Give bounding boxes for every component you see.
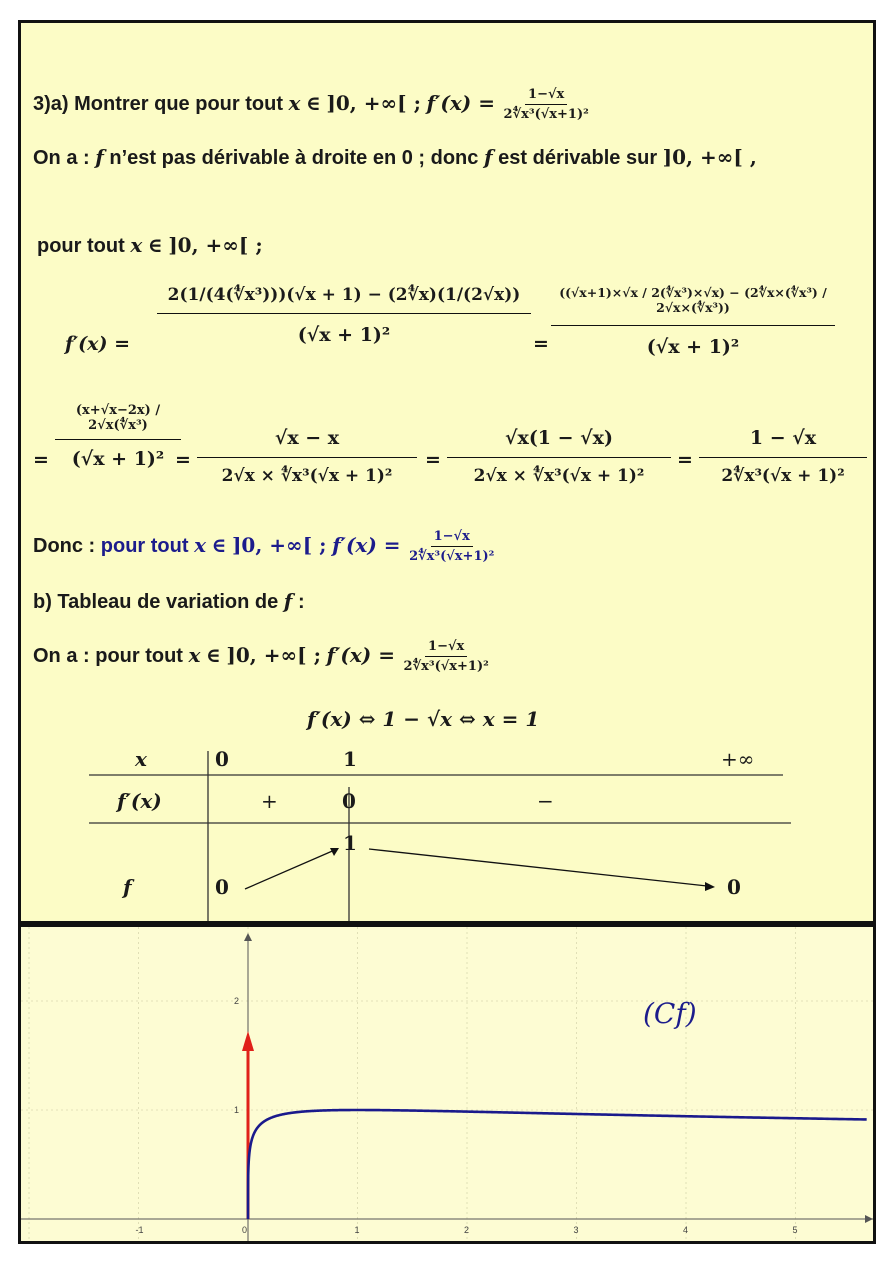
donc-in: ∈	[211, 532, 227, 557]
function-plot	[21, 927, 873, 1241]
calc-r4-num: 1 − √x	[749, 427, 817, 449]
q3b-colon: :	[297, 591, 305, 613]
calc-lhs: f′(x) =	[65, 333, 131, 355]
q3a-var: x	[288, 90, 301, 115]
line2-interval: ]0, +∞[ ,	[662, 145, 757, 169]
table-sign-plus: +	[261, 789, 278, 813]
curve-label: (Cf)	[643, 997, 697, 1030]
vertical-tangent-arrow-head	[242, 1031, 254, 1051]
calc-r2-den: 2√x × ∜x³(√x + 1)²	[197, 457, 417, 486]
line4-in: ∈	[206, 642, 221, 667]
table-x-0: 0	[215, 747, 229, 771]
donc-frac-num: 1−√x	[431, 529, 473, 547]
donc-label: Donc :	[33, 534, 96, 557]
line4-fprime: f′(x) =	[326, 642, 395, 667]
calc-frac1-num: 2(1/(4(∜x³)))(√x + 1) − (2∜x)(1/(2√x))	[167, 285, 521, 305]
calc-r1-num: (x+√x−2x) / 2√x(∜x³)	[75, 403, 161, 433]
calc-r1-den: (√x + 1)²	[55, 439, 181, 470]
calc-r4-den: 2∜x³(√x + 1)²	[699, 457, 867, 486]
q3b-fn: f	[283, 589, 293, 613]
equivalence: f′(x) ⇔ 1 − √x ⇔ x = 1	[307, 707, 540, 731]
donc-fprime: f′(x) =	[332, 532, 401, 557]
table-sign-zero: 0	[342, 789, 356, 813]
calc-eq3: =	[175, 449, 191, 471]
x-tick-label: 2	[464, 1225, 470, 1235]
table-f-1: 1	[343, 831, 357, 855]
donc-frac-den: 2∜x³(√x+1)²	[409, 549, 495, 564]
q3a-fprime: f′(x) =	[426, 90, 495, 115]
arrow-down-line	[369, 849, 707, 886]
x-tick-label: 0	[242, 1225, 248, 1235]
curve-cf	[248, 1110, 867, 1219]
x-tick-label: 5	[792, 1225, 798, 1235]
table-f-end: 0	[727, 875, 741, 899]
q3a-frac-den: 2∜x³(√x+1)²	[503, 107, 589, 122]
table-fprime-label: f′(x)	[117, 789, 162, 813]
calc-eq1: =	[533, 333, 549, 355]
calc-frac2-num: ((√x+1)×√x / 2(∜x³)×√x) − (2∜x×(∜x³) / 2√x×(∜x³))	[559, 285, 827, 315]
line3-in: ∈	[147, 233, 163, 257]
table-x-1: 1	[343, 747, 357, 771]
x-tick-label: 1	[354, 1225, 360, 1235]
q3a-interval: ]0, +∞[ ;	[326, 90, 421, 115]
y-axis-arrow	[244, 933, 252, 941]
q3a-label: 3)a) Montrer que pour tout	[33, 92, 283, 115]
calc-r3-num: √x(1 − √x)	[505, 427, 613, 449]
calc-frac1-den: (√x + 1)²	[157, 313, 531, 346]
donc-text: pour tout	[100, 534, 189, 557]
q3a-in: ∈	[306, 90, 321, 115]
table-x-inf: +∞	[721, 747, 755, 771]
y-tick-label: 1	[234, 1105, 240, 1115]
line4-interval: ]0, +∞[ ;	[226, 642, 321, 667]
table-f-label: f	[123, 875, 132, 899]
line3-var: x	[130, 233, 143, 257]
line2-f2: f	[483, 145, 493, 169]
q3b-label: b) Tableau de variation de	[33, 591, 279, 613]
calc-eq5: =	[677, 449, 693, 471]
x-ticks	[136, 1225, 798, 1235]
x-tick-label: 4	[683, 1225, 689, 1235]
table-x-label: x	[135, 747, 147, 771]
q3a-frac-num: 1−√x	[525, 87, 567, 105]
table-sign-minus: −	[537, 789, 554, 813]
graph-panel	[18, 924, 876, 1244]
line4-frac-den: 2∜x³(√x+1)²	[403, 659, 489, 674]
x-tick-label: 3	[573, 1225, 579, 1235]
line2-on-a: On a :	[33, 147, 90, 169]
line3-interval: ]0, +∞[ ;	[168, 233, 263, 257]
line2-text4: est dérivable sur	[498, 147, 658, 169]
line4-var: x	[188, 642, 201, 667]
table-f-0: 0	[215, 875, 229, 899]
calc-r2-num: √x − x	[274, 427, 340, 449]
calc-eq4: =	[425, 449, 441, 471]
arrow-down-head	[705, 882, 715, 891]
calc-frac2-den: (√x + 1)²	[551, 325, 835, 358]
donc-var: x	[194, 532, 207, 557]
line3-label: pour tout	[37, 235, 125, 257]
line2-text2: n’est pas dérivable à droite en 0 ; donc	[109, 147, 479, 169]
y-tick-label: 2	[234, 996, 240, 1006]
y-ticks	[234, 996, 239, 1115]
line4-frac-num: 1−√x	[425, 639, 467, 657]
arrow-up-line	[245, 849, 337, 889]
calc-eq2: =	[33, 449, 49, 471]
x-axis-arrow	[865, 1215, 873, 1223]
table-lines	[21, 23, 873, 923]
x-tick-label: -1	[135, 1225, 144, 1235]
line2-f: f	[95, 145, 104, 169]
grid	[21, 927, 873, 1241]
exercise-panel	[18, 20, 876, 924]
line4-label: On a : pour tout	[33, 644, 183, 667]
calc-r3-den: 2√x × ∜x³(√x + 1)²	[447, 457, 671, 486]
donc-interval: ]0, +∞[ ;	[231, 532, 327, 557]
